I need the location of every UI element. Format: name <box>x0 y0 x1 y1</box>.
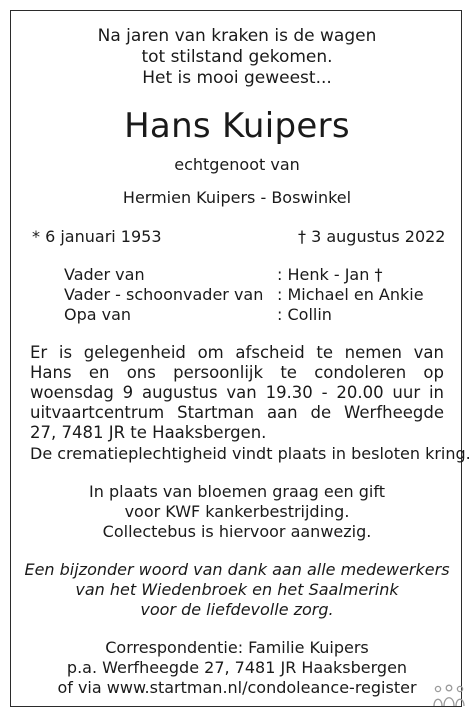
spouse-name: Hermien Kuipers - Boswinkel <box>122 188 352 207</box>
family-value-3: : Collin <box>277 305 332 324</box>
thanks-line-2: van het Wiedenbroek en het Saalmerink <box>75 580 399 599</box>
relation-text: echtgenoot van <box>174 155 300 174</box>
correspondence-line-1: Correspondentie: Familie Kuipers <box>105 638 369 657</box>
family-label-3: Opa van <box>64 305 132 324</box>
poem-line-3: Het is mooi geweest... <box>142 68 332 88</box>
family-value-1: : Henk - Jan † <box>277 265 383 284</box>
donation-line-3: Collectebus is hiervoor aanwezig. <box>102 522 372 541</box>
donation-line-2: voor KWF kankerbestrijding. <box>124 502 350 521</box>
family-label-1: Vader van <box>64 265 145 284</box>
thanks-line-1: Een bijzonder woord van dank aan alle medewerkers <box>24 560 450 579</box>
death-date: † 3 augustus 2022 <box>298 227 446 246</box>
correspondence-line-2: p.a. Werfheegde 27, 7481 JR Haaksbergen <box>66 658 408 677</box>
farewell-paragraph: Er is gelegenheid om afscheid te nemen van Hans en ons persoonlijk te condoleren op woensdag 9 augustus van 19.30 - 20.00 uur in uitvaartcentrum Startman aan de Werfheegde 27, 7481 JR te Haaksbergen. <box>30 343 444 442</box>
correspondence-line-3: of via www.startman.nl/condoleance-register <box>57 678 417 697</box>
donation-line-1: In plaats van bloemen graag een gift <box>89 482 385 501</box>
poem-line-2: tot stilstand gekomen. <box>141 47 333 67</box>
family-value-2: : Michael en Ankie <box>277 285 424 304</box>
thanks-line-3: voor de liefdevolle zorg. <box>140 600 334 619</box>
family-label-2: Vader - schoonvader van <box>64 285 264 304</box>
cremation-text: De crematieplechtigheid vindt plaats in besloten kring. <box>30 444 471 463</box>
people-logo-icon <box>432 684 466 708</box>
poem-line-1: Na jaren van kraken is de wagen <box>97 26 377 46</box>
birth-date: * 6 januari 1953 <box>32 227 162 246</box>
deceased-name: Hans Kuipers <box>124 106 350 146</box>
